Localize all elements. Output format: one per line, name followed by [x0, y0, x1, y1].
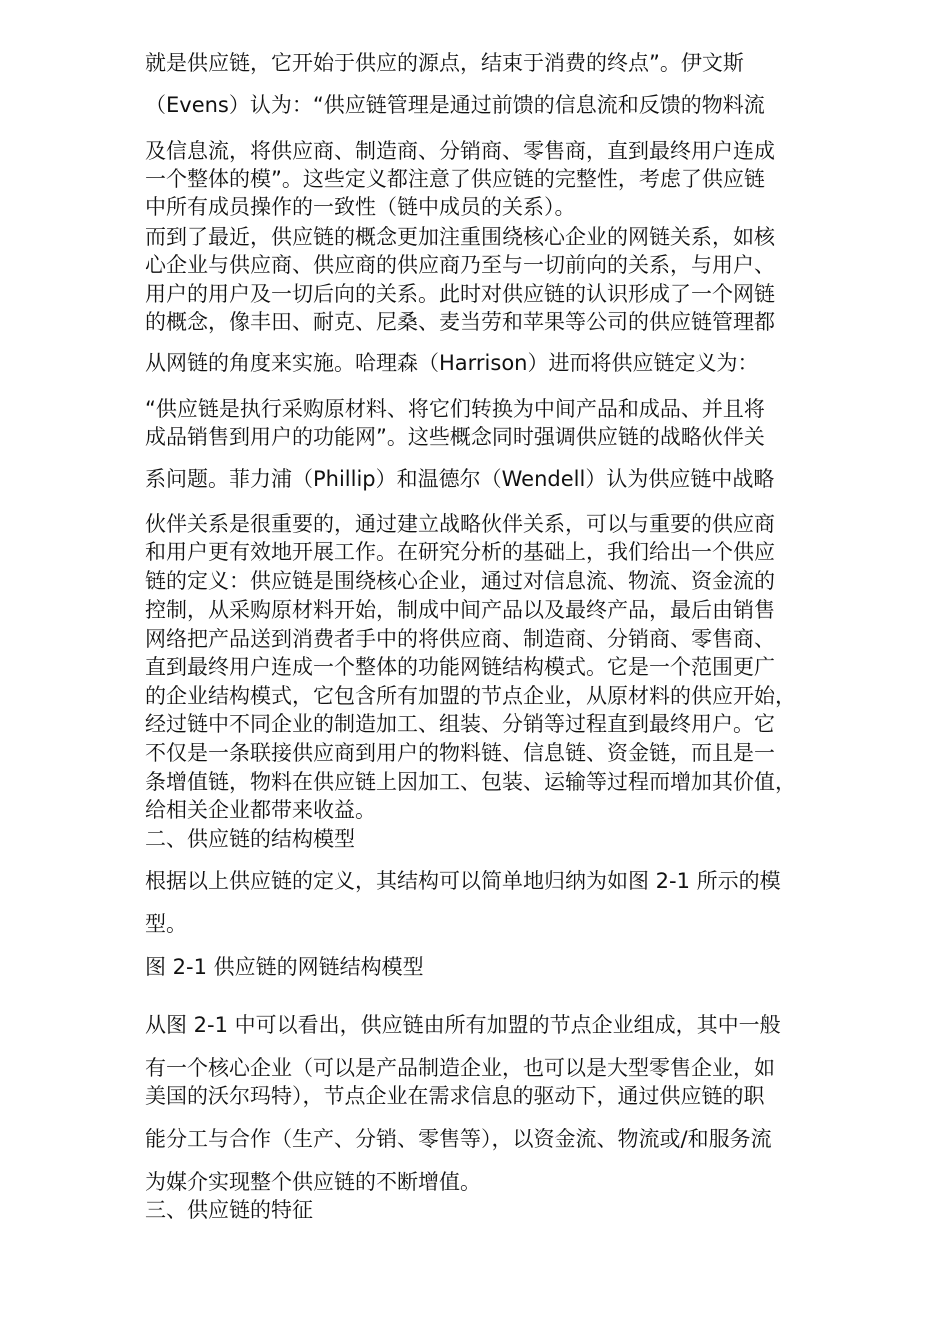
text-line: 条增值链，物料在供应链上因加工、包装、运输等过程而增加其价值，: [145, 770, 796, 794]
text-line: 就是供应链，它开始于供应的源点，结束于消费的终点”。伊文斯: [145, 51, 744, 75]
text-line: 美国的沃尔玛特），节点企业在需求信息的驱动下，通过供应链的职: [145, 1084, 765, 1108]
text-line: 成品销售到用户的功能网”。这些概念同时强调供应链的战略伙伴关: [145, 425, 765, 449]
text-line: 系问题。菲力浦（Phillip）和温德尔（Wendell）认为供应链中战略: [145, 467, 775, 491]
text-line: 为媒介实现整个供应链的不断增值。: [145, 1170, 481, 1194]
text-line: 不仅是一条联接供应商到用户的物料链、信息链、资金链，而且是一: [145, 741, 775, 765]
text-line: 直到最终用户连成一个整体的功能网链结构模式。它是一个范围更广: [145, 655, 775, 679]
text-line: 和用户更有效地开展工作。在研究分析的基础上，我们给出一个供应: [145, 540, 775, 564]
text-line: 经过链中不同企业的制造加工、组装、分销等过程直到最终用户。它: [145, 712, 775, 736]
text-line: 给相关企业都带来收益。: [145, 798, 376, 822]
text-line: 能分工与合作（生产、分销、零售等），以资金流、物流或/和服务流: [145, 1127, 772, 1151]
text-line: 网络把产品送到消费者手中的将供应商、制造商、分销商、零售商、: [145, 627, 775, 651]
text-line: （Evens）认为：“供应链管理是通过前馈的信息流和反馈的物料流: [145, 93, 765, 117]
text-line: 用户的用户及一切后向的关系。此时对供应链的认识形成了一个网链: [145, 282, 775, 306]
text-line: 链的定义：供应链是围绕核心企业，通过对信息流、物流、资金流的: [145, 569, 775, 593]
text-line: 的概念，像丰田、耐克、尼桑、麦当劳和苹果等公司的供应链管理都: [145, 310, 775, 334]
text-line: 心企业与供应商、供应商的供应商乃至与一切前向的关系，与用户、: [145, 253, 775, 277]
text-line: 及信息流，将供应商、制造商、分销商、零售商，直到最终用户连成: [145, 139, 775, 163]
text-line: 型。: [145, 912, 187, 936]
text-line: 中所有成员操作的一致性（链中成员的关系）。: [145, 195, 576, 219]
section-heading: 二、供应链的结构模型: [145, 827, 355, 851]
text-line: 从图 2-1 中可以看出，供应链由所有加盟的节点企业组成，其中一般: [145, 1013, 781, 1037]
text-line: “供应链是执行采购原材料、将它们转换为中间产品和成品、并且将: [145, 397, 765, 421]
text-line: 有一个核心企业（可以是产品制造企业，也可以是大型零售企业，如: [145, 1056, 775, 1080]
text-line: 控制，从采购原材料开始，制成中间产品以及最终产品，最后由销售: [145, 598, 775, 622]
text-line: 的企业结构模式，它包含所有加盟的节点企业，从原材料的供应开始，: [145, 684, 796, 708]
section-heading: 三、供应链的特征: [145, 1198, 313, 1222]
text-line: 一个整体的模”。这些定义都注意了供应链的完整性，考虑了供应链: [145, 167, 765, 191]
text-line: 根据以上供应链的定义，其结构可以简单地归纳为如图 2-1 所示的模: [145, 869, 781, 893]
figure-caption: 图 2-1 供应链的网链结构模型: [145, 955, 424, 979]
text-line: 而到了最近，供应链的概念更加注重围绕核心企业的网链关系，如核: [145, 225, 775, 249]
text-line: 从网链的角度来实施。哈理森（Harrison）进而将供应链定义为：: [145, 351, 759, 375]
text-line: 伙伴关系是很重要的，通过建立战略伙伴关系，可以与重要的供应商: [145, 512, 775, 536]
